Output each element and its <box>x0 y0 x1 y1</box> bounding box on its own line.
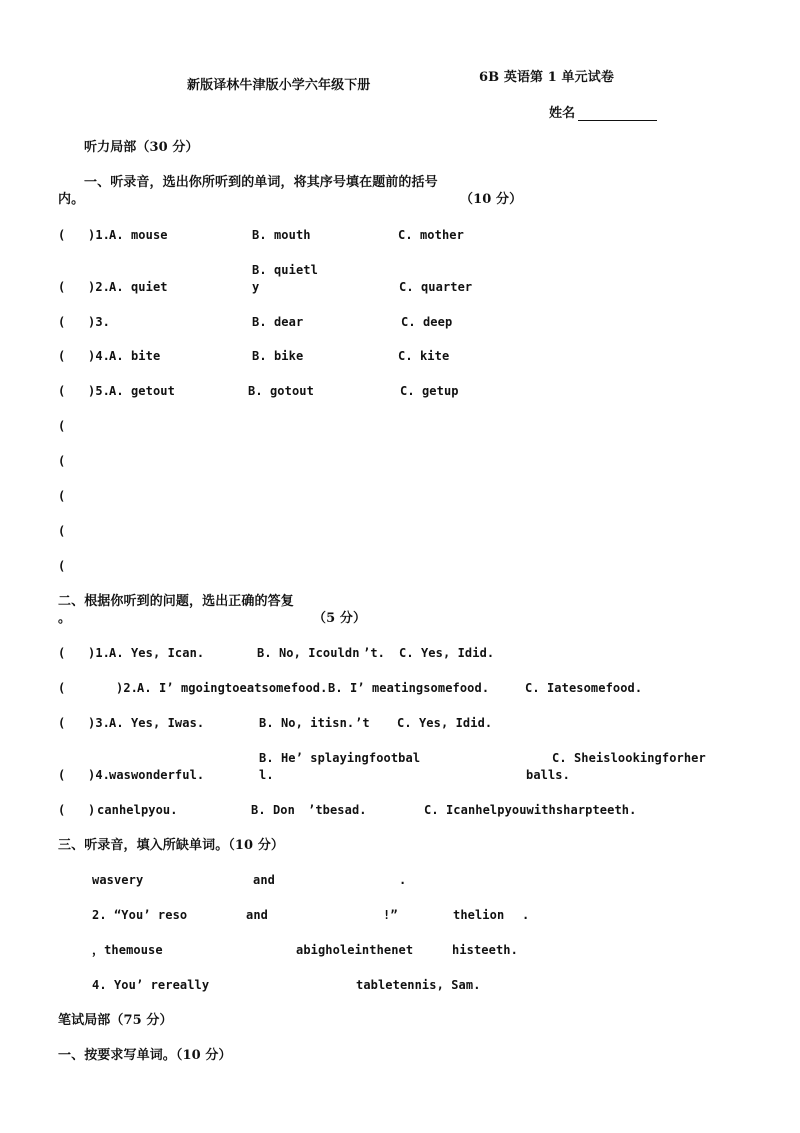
option-c: C. quarter <box>399 280 473 294</box>
question-number: )2. <box>88 280 110 294</box>
question-number: ) <box>88 803 96 817</box>
part2-instruction-line1: 二、根据你听到的问题，选出正确的答复 <box>58 594 294 609</box>
question-number: )3. <box>88 315 110 329</box>
question-number: )3. <box>88 716 110 730</box>
fill-line-text: . <box>522 908 530 922</box>
blank-paren: ( <box>58 419 66 433</box>
answer-paren-open: ( <box>58 384 66 398</box>
part1-score: （10 分） <box>460 192 523 207</box>
answer-paren-open: ( <box>58 803 66 817</box>
fill-line-text: 2. “You’ reso <box>92 908 188 922</box>
option-b-wrap1: B. quietl <box>252 263 318 277</box>
question-number: )1. <box>88 646 110 660</box>
option-a: waswonderful. <box>109 768 205 782</box>
part2-score: （5 分） <box>313 611 367 626</box>
document-title-right: 6B 英语第 1 单元试卷 <box>479 70 614 85</box>
writing-part1-instruction: 一、按要求写单词。（10 分） <box>58 1048 232 1063</box>
fill-line-text: and <box>246 908 268 922</box>
option-b: B. mouth <box>252 228 311 242</box>
fill-line-text: abigholeinthenet <box>296 943 414 957</box>
question-number: )4. <box>88 768 110 782</box>
listening-section-heading: 听力局部（30 分） <box>84 140 199 155</box>
part2-instruction-line2: 。 <box>58 611 72 626</box>
writing-section-heading: 笔试局部（75 分） <box>58 1013 173 1028</box>
answer-paren-open: ( <box>58 716 66 730</box>
blank-paren: ( <box>58 559 66 573</box>
option-a: A. getout <box>109 384 175 398</box>
option-c-wrap2: balls. <box>526 768 570 782</box>
fill-line-text: histeeth. <box>452 943 518 957</box>
option-b: B. bike <box>252 349 304 363</box>
answer-paren-open: ( <box>58 280 66 294</box>
fill-line-text: !” <box>383 908 398 922</box>
option-b: B. I’ meatingsomefood. <box>328 681 490 695</box>
answer-paren-open: ( <box>58 681 66 695</box>
answer-paren-open: ( <box>58 349 66 363</box>
blank-paren: ( <box>58 489 66 503</box>
option-b: B. gotout <box>248 384 314 398</box>
question-number: )1. <box>88 228 110 242</box>
fill-line-text: thelion <box>453 908 505 922</box>
option-b: B. No, Icouldn <box>257 646 360 660</box>
option-c: C. kite <box>398 349 450 363</box>
option-a: A. Yes, Iwas. <box>109 716 205 730</box>
part1-instruction-line1: 一、听录音，选出你所听到的单词，将其序号填在题前的括号 <box>84 175 438 190</box>
option-c: C. Icanhelpyouwithsharpteeth. <box>424 803 637 817</box>
option-c: C. mother <box>398 228 464 242</box>
option-b: B. No, itisn. <box>259 716 355 730</box>
option-b-suffix: ’t <box>355 716 370 730</box>
option-c: C. Yes, Idid. <box>397 716 493 730</box>
option-a: canhelpyou. <box>97 803 178 817</box>
option-b-suffix: ’t. <box>363 646 385 660</box>
name-blank-line <box>578 120 657 121</box>
document-title-left: 新版译林牛津版小学六年级下册 <box>187 78 371 93</box>
option-a: A. I’ mgoingtoeatsomefood. <box>137 681 328 695</box>
option-a: A. quiet <box>109 280 168 294</box>
answer-paren-open: ( <box>58 315 66 329</box>
question-number: )5. <box>88 384 110 398</box>
option-a: A. Yes, Ican. <box>109 646 205 660</box>
option-c: C. deep <box>401 315 453 329</box>
fill-line-text: 4. You’ rereally <box>92 978 210 992</box>
answer-paren-open: ( <box>58 768 66 782</box>
option-c: C. Iatesomefood. <box>525 681 643 695</box>
fill-line-text: and <box>253 873 275 887</box>
option-c: C. getup <box>400 384 459 398</box>
option-b-wrap2: l. <box>259 768 274 782</box>
option-c: C. Yes, Idid. <box>399 646 495 660</box>
name-label: 姓名 <box>549 106 576 121</box>
option-c-wrap1: C. Sheislookingforher <box>552 751 706 765</box>
option-a: A. mouse <box>109 228 168 242</box>
option-a: A. bite <box>109 349 161 363</box>
option-b: B. dear <box>252 315 304 329</box>
part1-instruction-line2: 内。 <box>58 192 85 207</box>
option-b-wrap1: B. He’ splayingfootbal <box>259 751 421 765</box>
option-b-suffix: ’tbesad. <box>308 803 367 817</box>
part3-instruction: 三、听录音，填入所缺单词。（10 分） <box>58 838 285 853</box>
option-b: B. Don <box>251 803 295 817</box>
option-b-wrap2: y <box>252 280 260 294</box>
question-number: )4. <box>88 349 110 363</box>
blank-paren: ( <box>58 524 66 538</box>
fill-line-text: tabletennis, Sam. <box>356 978 481 992</box>
blank-paren: ( <box>58 454 66 468</box>
answer-paren-open: ( <box>58 646 66 660</box>
fill-line-text: ，themouse <box>92 943 163 957</box>
fill-line-text: . <box>399 873 407 887</box>
answer-paren-open: ( <box>58 228 66 242</box>
question-number: )2. <box>116 681 138 695</box>
fill-line-text: wasvery <box>92 873 144 887</box>
